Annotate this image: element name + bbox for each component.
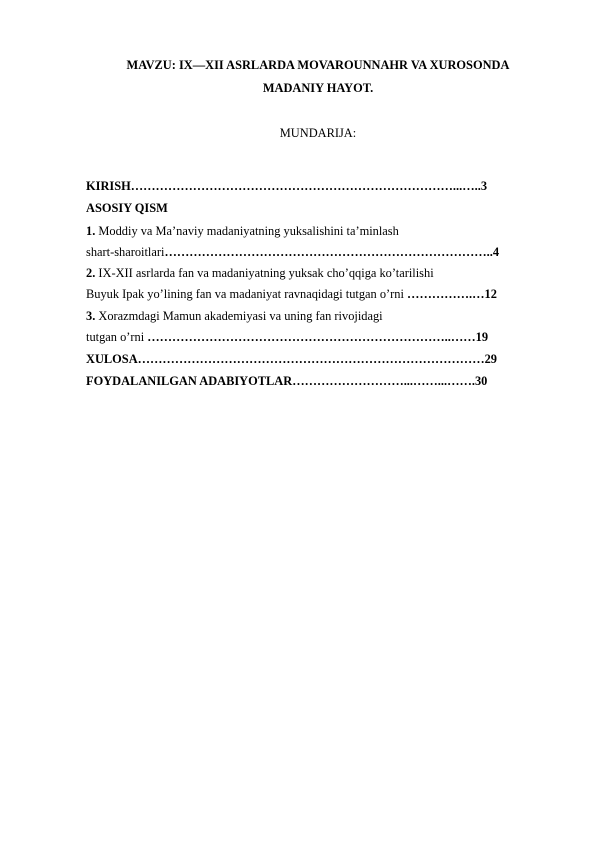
toc-entry-number: 3. <box>86 309 96 323</box>
toc-entry-text: tutgan o’rni <box>86 330 148 344</box>
toc-entry-3-line2 <box>86 327 488 347</box>
toc-leader-dots: ………………………………………………………………………… <box>137 352 485 366</box>
toc-page-number: 19 <box>475 330 489 344</box>
toc-page-number: 4 <box>492 245 500 259</box>
toc-entry-text: Xorazmdagi Mamun akademiyasi va uning fan rivojidagi <box>95 309 383 323</box>
toc-entry-1-line2 <box>86 242 499 262</box>
toc-entry-text: Buyuk Ipak yo’lining fan va madaniyat ravnaqidagi tutgan o’rni <box>86 287 408 301</box>
toc-entry-2-line1 <box>86 263 434 283</box>
toc-page-number: 29 <box>484 352 497 366</box>
toc-leader-dots: …………….… <box>407 287 485 301</box>
toc-entry-xulosa <box>86 349 497 369</box>
toc-entry-kirish <box>86 176 487 196</box>
toc-entry-number: 2. <box>86 266 96 280</box>
toc-leader-dots: ………………………………………………………………..…… <box>147 330 476 344</box>
toc-page-number: 3 <box>480 179 488 193</box>
document-title-line2: MADANIY HAYOT. <box>262 81 374 95</box>
toc-entry-label: KIRISH <box>86 179 131 193</box>
toc-entry-text: Moddiy va Ma’naviy madaniyatning yuksalishini ta’minlash <box>95 224 399 238</box>
toc-leader-dots: ……………………………………………………………………...….. <box>130 179 481 193</box>
toc-page-number: 30 <box>474 374 488 388</box>
toc-entry-text: shart-sharoitlari <box>86 245 165 259</box>
toc-entry-2-line2 <box>86 284 497 304</box>
toc-entry-number: 1. <box>86 224 96 238</box>
toc-entry-text: IX-XII asrlarda fan va madaniyatning yuksak cho’qqiga ko’tarilishi <box>95 266 434 280</box>
toc-leader-dots: ………………………...……...……. <box>292 374 475 388</box>
toc-entry-adabiyotlar <box>86 371 487 391</box>
toc-leader-dots: …………………………………………………………………….. <box>164 245 493 259</box>
toc-heading: MUNDARIJA: <box>279 126 357 140</box>
toc-entry-label: FOYDALANILGAN ADABIYOTLAR <box>86 374 293 388</box>
toc-entry-3-line1 <box>86 306 383 326</box>
toc-section-asosiy: ASOSIY QISM <box>86 201 168 215</box>
toc-entry-1-line1 <box>86 221 399 241</box>
document-title-line1: MAVZU: IX—XII ASRLARDA MOVAROUNNAHR VA XUROSONDA <box>126 58 510 72</box>
toc-entry-label: XULOSA <box>86 352 138 366</box>
toc-page-number: 12 <box>484 287 497 301</box>
